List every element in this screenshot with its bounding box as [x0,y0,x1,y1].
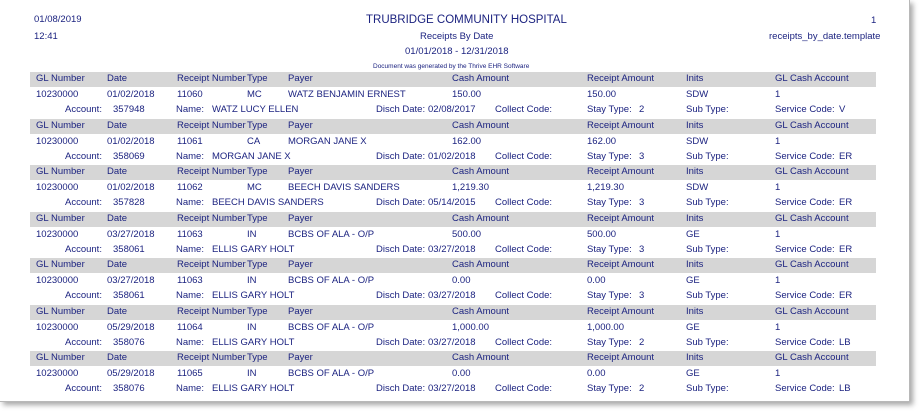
column-header-gl-number: GL Number [36,119,85,131]
name-label: Name: [176,290,204,301]
collect-code-label: Collect Code: [495,243,553,255]
column-header-receipt-number: Receipt Number [177,166,246,177]
column-header-date: Date [107,352,128,363]
disch-date: 03/27/2018 [428,290,476,301]
stay-type-label: Stay Type: [587,243,632,255]
sub-type-label: Sub Type: [686,243,729,255]
column-header-gl-cash-account: GL Cash Account [775,166,849,177]
patient-name: ELLIS GARY HOLT [212,383,295,394]
receipt-amount: 1,000.00 [587,321,624,333]
gl-number: 10230000 [36,135,79,147]
account-number: 358061 [113,243,145,255]
column-header-type: Type [247,166,268,177]
collect-code-label: Collect Code: [495,383,553,394]
column-header-payer: Payer [288,73,313,84]
account-number: 357828 [113,197,145,208]
gl-cash-account: 1 [775,275,781,286]
stay-type: 2 [639,104,645,115]
payer: BCBS OF ALA - O/P [288,368,375,379]
service-code: LB [839,336,851,348]
service-code: ER [839,290,853,301]
column-header-inits: Inits [686,166,704,177]
gl-number: 10230000 [36,275,79,286]
column-header-date: Date [107,73,128,84]
cash-amount: 1,219.30 [452,182,489,193]
disch-date: 05/14/2015 [428,197,476,208]
gl-number: 10230000 [36,228,79,240]
receipt-number: 11063 [177,228,203,240]
sub-type-label: Sub Type: [686,197,729,208]
account-number: 358069 [113,150,145,162]
name-label: Name: [176,383,204,394]
gl-number: 10230000 [36,182,79,193]
receipt-number: 11061 [177,135,203,147]
gl-number: 10230000 [36,89,79,100]
column-header-date: Date [107,305,128,317]
service-code-label: Service Code: [775,104,835,115]
column-header-receipt-amount: Receipt Amount [587,305,655,317]
receipt-type: CA [247,135,261,147]
receipt-number: 11063 [177,275,203,286]
receipt-date: 03/27/2018 [107,228,155,240]
patient-name: BEECH DAVIS SANDERS [212,197,324,208]
disch-date: 02/08/2017 [428,104,476,115]
column-header-gl-number: GL Number [36,259,85,270]
receipt-amount: 1,219.30 [587,182,624,193]
gl-number: 10230000 [36,321,79,333]
account-number: 358076 [113,383,145,394]
payer: MORGAN JANE X [288,135,367,147]
column-header-type: Type [247,119,268,131]
cash-amount: 500.00 [452,228,482,240]
account-number: 358076 [113,336,145,348]
column-header-receipt-number: Receipt Number [177,119,246,131]
column-header-inits: Inits [686,119,704,131]
column-header-type: Type [247,73,268,84]
collect-code-label: Collect Code: [495,150,553,162]
column-header-gl-number: GL Number [36,352,85,363]
account-label: Account: [65,383,102,394]
receipt-number: 11060 [177,89,203,100]
gl-cash-account: 1 [775,89,781,100]
patient-name: ELLIS GARY HOLT [212,290,295,301]
patient-name: ELLIS GARY HOLT [212,336,295,348]
disch-date-label: Disch Date: [376,383,426,394]
receipt-amount: 150.00 [587,89,617,100]
stay-type-label: Stay Type: [587,290,632,301]
receipt-date: 01/02/2018 [107,182,155,193]
receipt-date: 05/29/2018 [107,368,155,379]
cash-amount: 162.00 [452,135,482,147]
date-range: 01/01/2018 - 12/31/2018 [405,46,509,57]
sub-type-label: Sub Type: [686,383,729,394]
disch-date: 01/02/2018 [428,150,476,162]
receipt-amount: 500.00 [587,228,617,240]
cash-amount: 0.00 [452,368,471,379]
account-label: Account: [65,336,102,348]
stay-type-label: Stay Type: [587,197,632,208]
receipt-date: 01/02/2018 [107,89,155,100]
account-label: Account: [65,243,102,255]
patient-name: ELLIS GARY HOLT [212,243,295,255]
column-header-cash-amount: Cash Amount [452,212,510,224]
service-code-label: Service Code: [775,290,835,301]
stay-type: 3 [639,290,645,301]
service-code: ER [839,150,853,162]
receipt-type: IN [247,228,257,240]
receipt-amount: 0.00 [587,275,606,286]
payer: BCBS OF ALA - O/P [288,275,375,286]
column-header-type: Type [247,352,268,363]
cash-amount: 1,000.00 [452,321,489,333]
column-header-receipt-amount: Receipt Amount [587,352,655,363]
column-header-cash-amount: Cash Amount [452,352,510,363]
payer: BCBS OF ALA - O/P [288,321,375,333]
receipt-type: IN [247,368,257,379]
column-header-inits: Inits [686,212,704,224]
column-header-cash-amount: Cash Amount [452,73,510,84]
gl-cash-account: 1 [775,368,781,379]
stay-type-label: Stay Type: [587,336,632,348]
column-header-gl-cash-account: GL Cash Account [775,212,849,224]
gl-cash-account: 1 [775,182,781,193]
service-code-label: Service Code: [775,383,835,394]
payer: BCBS OF ALA - O/P [288,228,375,240]
stay-type-label: Stay Type: [587,150,632,162]
disch-date-label: Disch Date: [376,150,426,162]
collect-code-label: Collect Code: [495,290,553,301]
stay-type: 3 [639,243,645,255]
name-label: Name: [176,197,204,208]
disch-date: 03/27/2018 [428,336,476,348]
column-header-row [30,119,876,134]
column-header-row [30,258,876,273]
column-header-gl-cash-account: GL Cash Account [775,73,849,84]
service-code-label: Service Code: [775,197,835,208]
receipt-amount: 0.00 [587,368,606,379]
column-header-cash-amount: Cash Amount [452,259,510,270]
name-label: Name: [176,150,204,162]
inits: GE [686,321,700,333]
column-header-gl-cash-account: GL Cash Account [775,305,849,317]
sub-type-label: Sub Type: [686,336,729,348]
receipt-type: IN [247,321,257,333]
cash-amount: 150.00 [452,89,482,100]
template-name: receipts_by_date.template [769,31,881,42]
column-header-payer: Payer [288,119,313,131]
column-header-receipt-number: Receipt Number [177,73,246,84]
disch-date-label: Disch Date: [376,336,426,348]
collect-code-label: Collect Code: [495,336,553,348]
column-header-gl-cash-account: GL Cash Account [775,352,849,363]
gl-cash-account: 1 [775,135,781,147]
gl-number: 10230000 [36,368,79,379]
column-header-gl-cash-account: GL Cash Account [775,259,849,270]
column-header-date: Date [107,212,128,224]
column-header-row [30,72,876,87]
report-title: Receipts By Date [420,31,494,42]
inits: SDW [686,89,709,100]
column-header-inits: Inits [686,305,704,317]
column-header-receipt-number: Receipt Number [177,259,246,270]
receipt-date: 03/27/2018 [107,275,155,286]
stay-type: 2 [639,383,645,394]
payer: WATZ BENJAMIN ERNEST [288,89,406,100]
column-header-gl-number: GL Number [36,212,85,224]
service-code: V [839,104,846,115]
column-header-receipt-number: Receipt Number [177,212,246,224]
column-header-receipt-amount: Receipt Amount [587,259,655,270]
column-header-date: Date [107,166,128,177]
column-header-payer: Payer [288,352,313,363]
inits: SDW [686,182,709,193]
column-header-gl-number: GL Number [36,73,85,84]
hospital-name: TRUBRIDGE COMMUNITY HOSPITAL [366,14,567,26]
column-header-row [30,165,876,180]
receipt-type: MC [247,89,262,100]
column-header-type: Type [247,212,268,224]
column-header-type: Type [247,259,268,270]
disch-date-label: Disch Date: [376,104,426,115]
receipt-number: 11062 [177,182,203,193]
disch-date-label: Disch Date: [376,197,426,208]
column-header-receipt-amount: Receipt Amount [587,212,655,224]
service-code: LB [839,383,851,394]
page-number: 1 [871,15,877,26]
account-number: 357948 [113,104,145,115]
column-header-cash-amount: Cash Amount [452,119,510,131]
inits: GE [686,275,700,286]
column-header-type: Type [247,305,268,317]
inits: SDW [686,135,709,147]
column-header-receipt-amount: Receipt Amount [587,73,655,84]
stay-type: 3 [639,197,645,208]
column-header-cash-amount: Cash Amount [452,305,510,317]
name-label: Name: [176,104,204,115]
column-header-inits: Inits [686,73,704,84]
account-label: Account: [65,104,102,115]
receipt-date: 01/02/2018 [107,135,155,147]
column-header-receipt-amount: Receipt Amount [587,166,655,177]
patient-name: MORGAN JANE X [212,150,291,162]
disch-date-label: Disch Date: [376,290,426,301]
stay-type: 3 [639,150,645,162]
disch-date: 03/27/2018 [428,383,476,394]
account-label: Account: [65,197,102,208]
column-header-receipt-amount: Receipt Amount [587,119,655,131]
column-header-gl-number: GL Number [36,305,85,317]
stay-type-label: Stay Type: [587,383,632,394]
receipt-amount: 162.00 [587,135,617,147]
column-header-row [30,212,876,227]
collect-code-label: Collect Code: [495,104,553,115]
print-date: 01/08/2019 [34,14,82,25]
collect-code-label: Collect Code: [495,197,553,208]
column-header-receipt-number: Receipt Number [177,352,246,363]
column-header-payer: Payer [288,259,313,270]
account-label: Account: [65,150,102,162]
column-header-cash-amount: Cash Amount [452,166,510,177]
column-header-payer: Payer [288,212,313,224]
service-code-label: Service Code: [775,336,835,348]
account-number: 358061 [113,290,145,301]
print-time: 12:41 [34,31,58,42]
column-header-date: Date [107,119,128,131]
column-header-gl-cash-account: GL Cash Account [775,119,849,131]
stay-type: 2 [639,336,645,348]
service-code-label: Service Code: [775,243,835,255]
receipt-type: IN [247,275,257,286]
cash-amount: 0.00 [452,275,471,286]
column-header-receipt-number: Receipt Number [177,305,246,317]
column-header-row [30,351,876,366]
column-header-payer: Payer [288,166,313,177]
column-header-row [30,305,876,320]
generated-by-note: Document was generated by the Thrive EHR Software [373,63,530,70]
inits: GE [686,228,700,240]
payer: BEECH DAVIS SANDERS [288,182,400,193]
name-label: Name: [176,243,204,255]
sub-type-label: Sub Type: [686,104,729,115]
column-header-date: Date [107,259,128,270]
receipt-number: 11064 [177,321,203,333]
receipt-date: 05/29/2018 [107,321,155,333]
sub-type-label: Sub Type: [686,290,729,301]
receipt-type: MC [247,182,262,193]
service-code: ER [839,243,853,255]
disch-date-label: Disch Date: [376,243,426,255]
column-header-gl-number: GL Number [36,166,85,177]
gl-cash-account: 1 [775,228,781,240]
column-header-inits: Inits [686,352,704,363]
sub-type-label: Sub Type: [686,150,729,162]
column-header-payer: Payer [288,305,313,317]
service-code-label: Service Code: [775,150,835,162]
inits: GE [686,368,700,379]
patient-name: WATZ LUCY ELLEN [212,104,299,115]
gl-cash-account: 1 [775,321,781,333]
account-label: Account: [65,290,102,301]
stay-type-label: Stay Type: [587,104,632,115]
column-header-inits: Inits [686,259,704,270]
name-label: Name: [176,336,204,348]
disch-date: 03/27/2018 [428,243,476,255]
service-code: ER [839,197,853,208]
receipt-number: 11065 [177,368,203,379]
